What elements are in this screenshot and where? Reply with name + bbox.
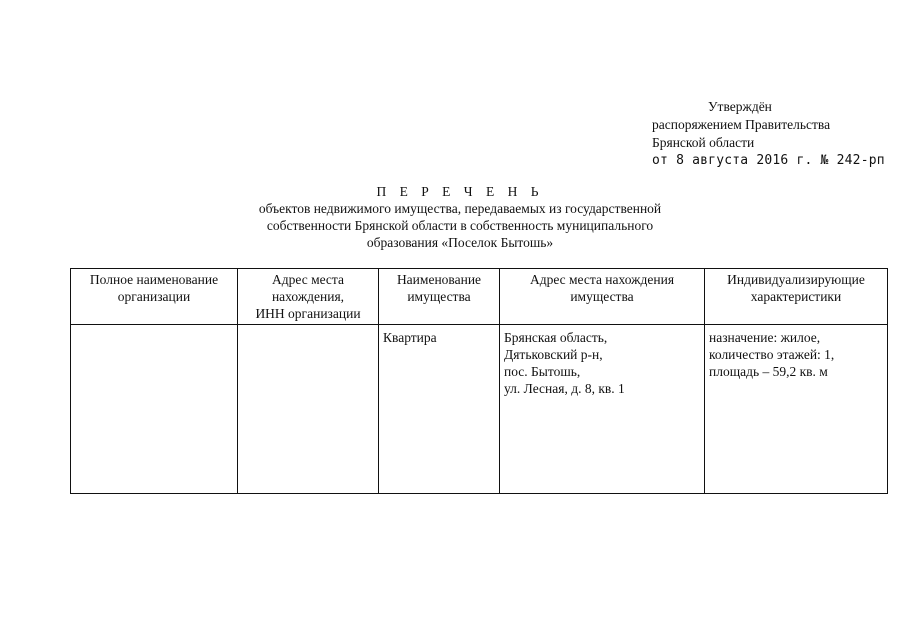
header-text: Полное наименование [89, 272, 219, 287]
header-text: характеристики [750, 289, 842, 304]
table-row [71, 325, 888, 494]
header-org-address [238, 269, 379, 325]
order-date-number: от 8 августа 2016 г. № 242-рп [652, 153, 885, 168]
cell-property-address [500, 325, 705, 494]
region-text: Брянской области [652, 135, 755, 150]
cell-organization [71, 325, 238, 494]
table-header-row [71, 269, 888, 325]
header-property-name [379, 269, 500, 325]
cell-text: площадь – 59,2 кв. м [709, 364, 828, 379]
cell-text: количество этажей: 1, [709, 347, 835, 362]
header-text: Адрес места нахождения [529, 272, 675, 287]
header-organization [71, 269, 238, 325]
header-text: Адрес места [272, 272, 344, 287]
header-text: ИНН организации [255, 306, 361, 321]
header-text: имущества [407, 289, 471, 304]
header-property-address [500, 269, 705, 325]
title-heading: П Е Р Е Ч Е Н Ь [376, 184, 544, 199]
approved-by-text: распоряжением Правительства [652, 117, 831, 132]
header-text: Индивидуализирующие [727, 272, 865, 287]
cell-property-name [379, 325, 500, 494]
approval-stamp [652, 98, 902, 170]
cell-org-address [238, 325, 379, 494]
title-line: собственности Брянской области в собственность муниципального [266, 218, 654, 233]
property-table [70, 268, 888, 494]
title-line: образования «Поселок Бытошь» [366, 235, 554, 250]
approved-label: Утверждён [708, 99, 772, 114]
header-text: имущества [570, 289, 634, 304]
title-line: объектов недвижимого имущества, передаваемых из государственной [258, 201, 662, 216]
header-characteristics [705, 269, 888, 325]
cell-text: ул. Лесная, д. 8, кв. 1 [504, 381, 625, 396]
cell-characteristics [705, 325, 888, 494]
cell-text: Брянская область, [504, 330, 608, 345]
header-text: Наименование [396, 272, 482, 287]
header-text: нахождения, [271, 289, 345, 304]
cell-text: пос. Бытошь, [504, 364, 581, 379]
cell-text: Квартира [383, 330, 437, 345]
document-title [150, 183, 770, 251]
header-text: организации [117, 289, 191, 304]
cell-text: Дятьковский р-н, [504, 347, 603, 362]
cell-text: назначение: жилое, [709, 330, 821, 345]
